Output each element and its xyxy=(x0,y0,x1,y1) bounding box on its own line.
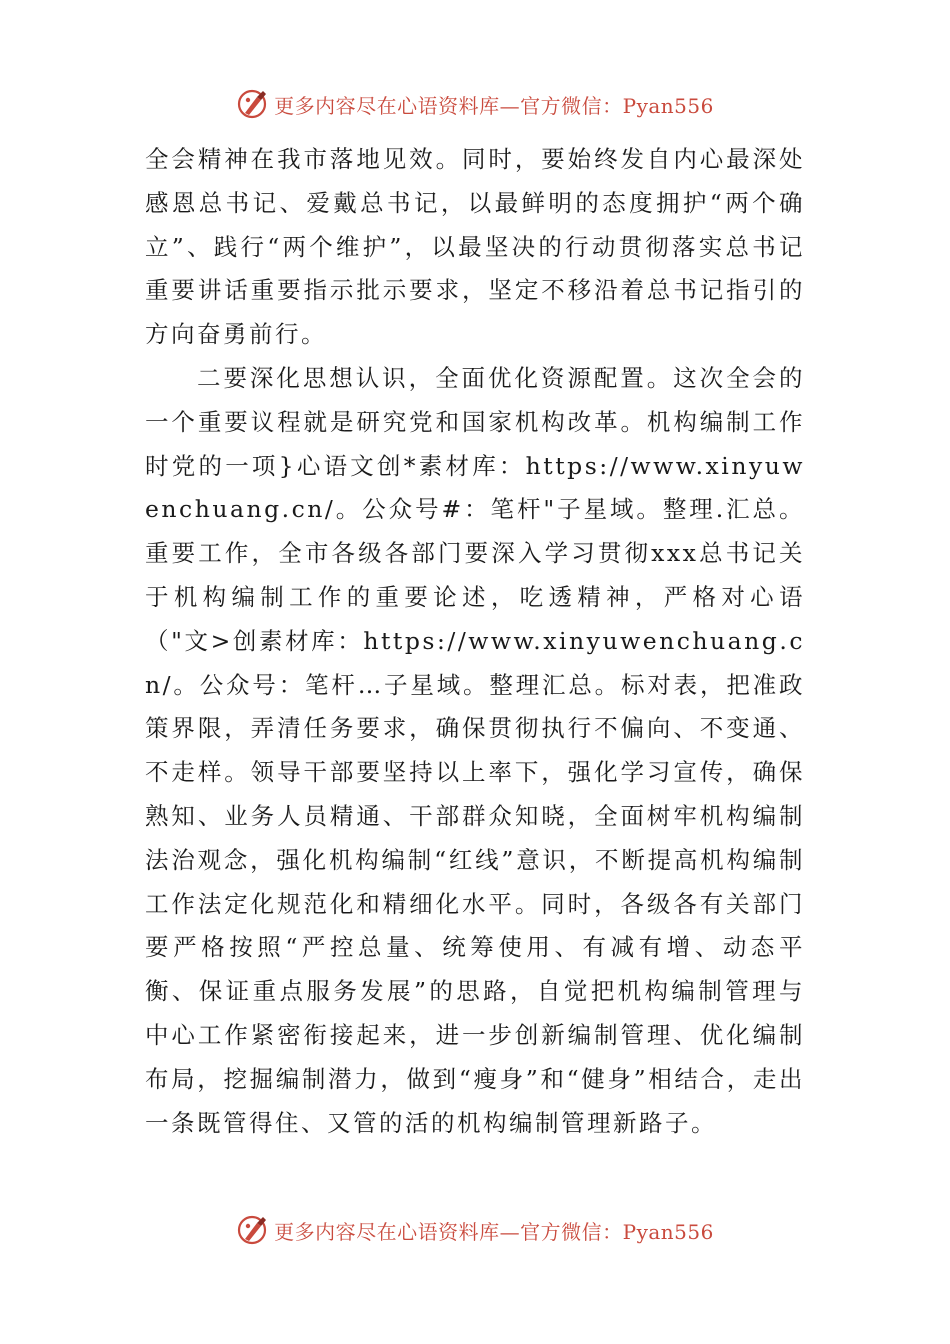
pen-nib-circle-icon xyxy=(236,1213,270,1247)
pen-nib-circle-icon xyxy=(236,87,270,121)
footer-banner-text: 更多内容尽在心语资料库—官方微信：Pyan556 xyxy=(274,1219,714,1244)
paragraph-2: 二要深化思想认识，全面优化资源配置。这次全会的一个重要议程就是研究党和国家机构改革。机构编制工作时党的一项}心语文创*素材库：https://www.xinyuwenchuang.cn/。公众号#：笔杆"子星域。整理.汇总。重要工作，全市各级各部门要深入学习贯彻xxx总书记关于机构编制工作的重要论述，吃透精神，严格对心语（"文>创素材库：https://www.xinyuwenchuang.cn/。公众号：笔杆…子星域。整理汇总。标对表，把准政策界限，弄清任务要求，确保贯彻执行不偏向、不变通、不走样。领导干部要坚持以上率下，强化学习宣传，确保熟知、业务人员精通、干部群众知晓，全面树牢机构编制法治观念，强化机构编制“红线”意识，不断提高机构编制工作法定化规范化和精细化水平。同时，各级各有关部门要严格按照“严控总量、统筹使用、有减有增、动态平衡、保证重点服务发展”的思路，自觉把机构编制管理与中心工作紧密衔接起来，进一步创新编制管理、优化编制布局，挖掘编制潜力，做到“瘦身”和“健身”相结合，走出一条既管得住、又管的活的机构编制管理新路子。 xyxy=(145,363,805,1137)
header-banner-text: 更多内容尽在心语资料库—官方微信：Pyan556 xyxy=(274,93,714,118)
paragraph-1: 全会精神在我市落地见效。同时，要始终发自内心最深处感恩总书记、爱戴总书记，以最鲜明的态度拥护“两个确立”、践行“两个维护”，以最坚决的行动贯彻落实总书记重要讲话重要指示批示要求，坚定不移沿着总书记指引的方向奋勇前行。 xyxy=(145,145,805,349)
header-banner xyxy=(0,84,950,124)
document-body xyxy=(145,138,805,1145)
footer-banner xyxy=(0,1210,950,1250)
